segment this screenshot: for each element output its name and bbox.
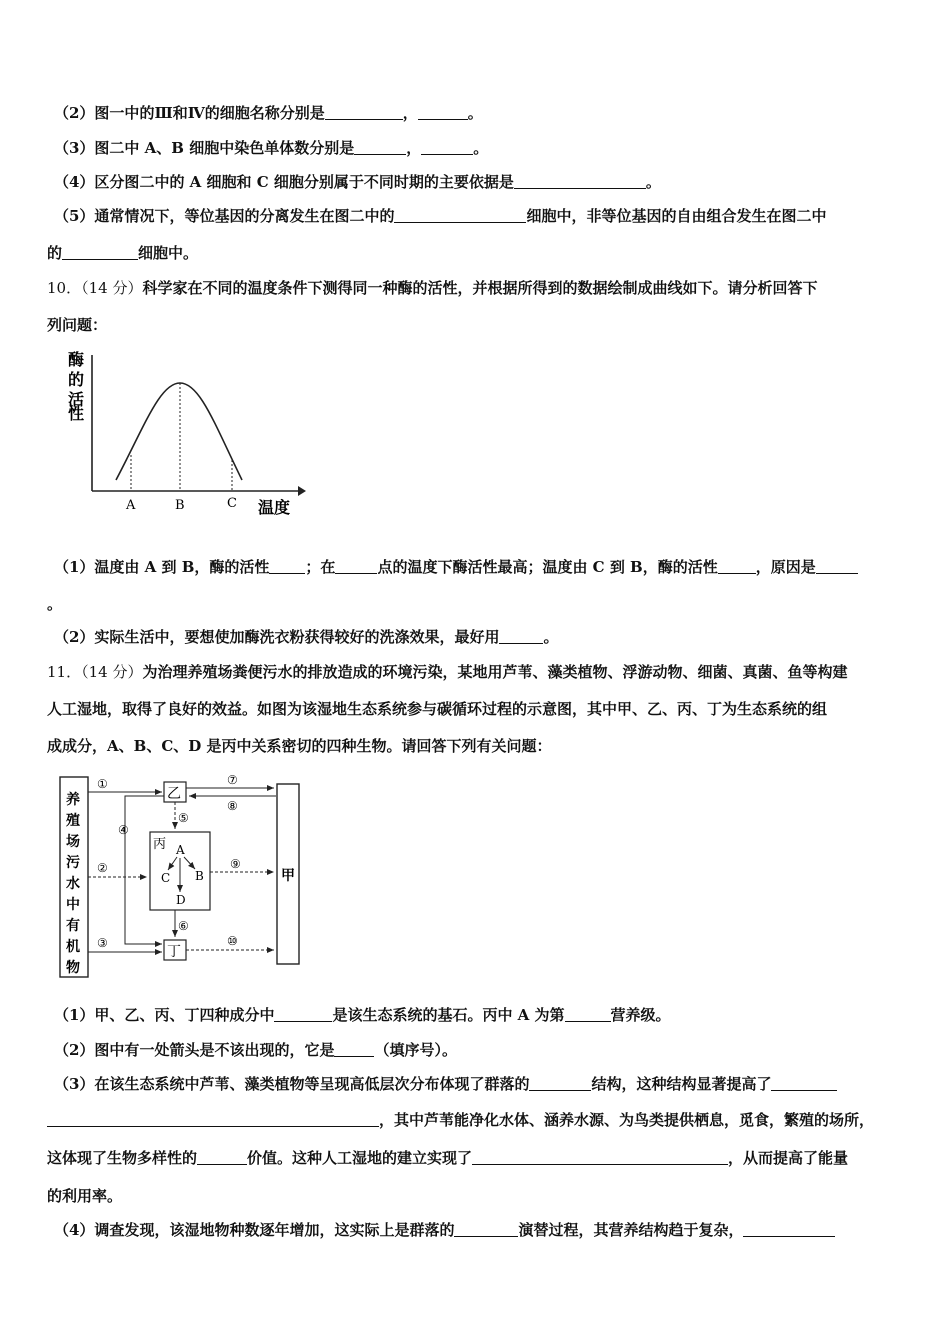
label-7: ⑦: [227, 773, 238, 787]
q11-part3: （3）在该生态系统中芦苇、藻类植物等呈现高低层次分布体现了群落的 结构，这种结构显著提高了: [54, 1073, 837, 1094]
svg-text:场: 场: [66, 834, 80, 850]
y-axis-label-3: 活: [68, 390, 85, 409]
label-8: ⑧: [227, 799, 238, 813]
bing-d: D: [176, 893, 186, 907]
svg-text:中: 中: [66, 897, 80, 913]
q9-part5-cont: 的 细胞中。: [47, 244, 199, 262]
answer-blank[interactable]: [771, 1075, 837, 1091]
q10-stem-cont: 列问题：: [47, 316, 108, 334]
answer-blank[interactable]: [47, 1111, 379, 1127]
svg-text:机: 机: [66, 939, 80, 955]
bing-a: A: [176, 843, 185, 857]
ding-label: 丁: [167, 944, 181, 960]
q11-part1: （1）甲、乙、丙、丁四种成分中 是该生态系统的基石。丙中 A 为第 营养级。: [54, 1006, 671, 1024]
q9-part5: （5）通常情况下，等位基因的分离发生在图二中的 细胞中，非等位基因的自由组合发生在图二中: [54, 207, 827, 225]
label-10: ⑩: [227, 934, 238, 948]
tick-label-c: C: [227, 496, 237, 511]
label-2: ②: [97, 861, 108, 875]
answer-blank[interactable]: [514, 173, 646, 189]
answer-blank[interactable]: [454, 1221, 518, 1237]
svg-text:污: 污: [66, 855, 80, 871]
answer-blank[interactable]: [62, 244, 138, 260]
answer-blank[interactable]: [718, 558, 756, 574]
q11-part3-cont2: 这体现了生物多样性的 价值。这种人工湿地的建立实现了 ，从而提高了能量: [47, 1149, 849, 1167]
q10-stem: 10．（14 分）科学家在不同的温度条件下测得同一种酶的活性，并根据所得到的数据绘制成曲线如下。请分析回答下: [47, 279, 818, 297]
x-axis-arrow-icon: [298, 486, 306, 496]
q9-part3: （3）图二中 A、B 细胞中染色单体数分别是 ， 。: [54, 139, 489, 157]
bing-label: 丙: [153, 837, 167, 852]
bing-c: C: [161, 871, 171, 885]
q11-stem-2: 人工湿地，取得了良好的效益。如图为该湿地生态系统参与碳循环过程的示意图，其中甲、乙、丙、丁为生态系统的组: [47, 700, 828, 718]
svg-text:养: 养: [66, 792, 80, 808]
answer-blank[interactable]: [334, 1041, 374, 1057]
bing-b: B: [195, 869, 204, 883]
answer-blank[interactable]: [529, 1075, 591, 1091]
svg-text:有: 有: [66, 918, 80, 934]
tick-label-b: B: [175, 498, 185, 513]
q11-stem-3: 成成分，A、B、C、D 是丙中关系密切的四种生物。请回答下列有关问题：: [47, 737, 552, 755]
y-axis-label-1: 酶: [68, 350, 85, 369]
q11-part2: （2）图中有一处箭头是不该出现的，它是 （填序号）。: [54, 1041, 457, 1059]
source-label: [66, 791, 80, 976]
activity-curve: [116, 383, 242, 480]
answer-blank[interactable]: [816, 558, 858, 574]
q11-stem: 11．（14 分）为治理养殖场粪便污水的排放造成的环境污染，某地用芦苇、藻类植物、浮游动物、细菌、真菌、鱼等构建: [47, 663, 848, 681]
q11-part4: （4）调查发现，该湿地物种数逐年增加，这实际上是群落的 演替过程，其营养结构趋于复杂，: [54, 1219, 835, 1240]
answer-blank[interactable]: [421, 139, 473, 155]
x-axis-label: 温度: [258, 498, 291, 517]
answer-blank[interactable]: [354, 139, 406, 155]
q10-part1-cont: 。: [47, 595, 63, 613]
answer-blank[interactable]: [743, 1221, 835, 1237]
tick-label-a: A: [126, 498, 136, 513]
label-1: ①: [97, 777, 108, 791]
answer-blank[interactable]: [269, 558, 305, 574]
answer-blank[interactable]: [325, 104, 403, 120]
enzyme-activity-chart: [60, 345, 310, 525]
answer-blank[interactable]: [335, 558, 377, 574]
answer-blank[interactable]: [274, 1006, 332, 1022]
answer-blank[interactable]: [418, 104, 468, 120]
carbon-cycle-diagram: [55, 772, 315, 982]
answer-blank[interactable]: [499, 628, 543, 644]
y-axis-label-4: 性: [68, 404, 85, 423]
answer-blank[interactable]: [565, 1006, 611, 1022]
svg-text:殖: 殖: [66, 813, 80, 829]
label-3: ③: [97, 936, 108, 950]
answer-blank[interactable]: [197, 1149, 247, 1165]
svg-text:水: 水: [66, 876, 80, 892]
jia-label: 甲: [281, 868, 295, 884]
q10-part1: （1）温度由 A 到 B，酶的活性 ；在 点的温度下酶活性最高；温度由 C 到 B，酶的活性 ，原因是: [54, 556, 858, 577]
label-6: ⑥: [178, 919, 189, 933]
answer-blank[interactable]: [472, 1149, 728, 1165]
label-5: ⑤: [178, 811, 189, 825]
label-9: ⑨: [230, 857, 241, 871]
yi-label: 乙: [167, 786, 181, 802]
svg-text:物: 物: [66, 960, 80, 976]
answer-blank[interactable]: [394, 207, 526, 223]
q11-part3-cont: ，其中芦苇能净化水体、涵养水源、为鸟类提供栖息，觅食，繁殖的场所，: [47, 1109, 874, 1130]
q9-part2: （2）图一中的Ⅲ和Ⅳ的细胞名称分别是 ， 。: [54, 104, 483, 122]
q10-part2: （2）实际生活中，要想使加酶洗衣粉获得较好的洗涤效果，最好用 。: [54, 628, 559, 646]
q11-part3-cont3: 的利用率。: [47, 1187, 123, 1205]
q9-part4: （4）区分图二中的 A 细胞和 C 细胞分别属于不同时期的主要依据是 。: [54, 173, 661, 191]
label-4: ④: [118, 823, 129, 837]
y-axis-label-2: 的: [68, 370, 85, 389]
